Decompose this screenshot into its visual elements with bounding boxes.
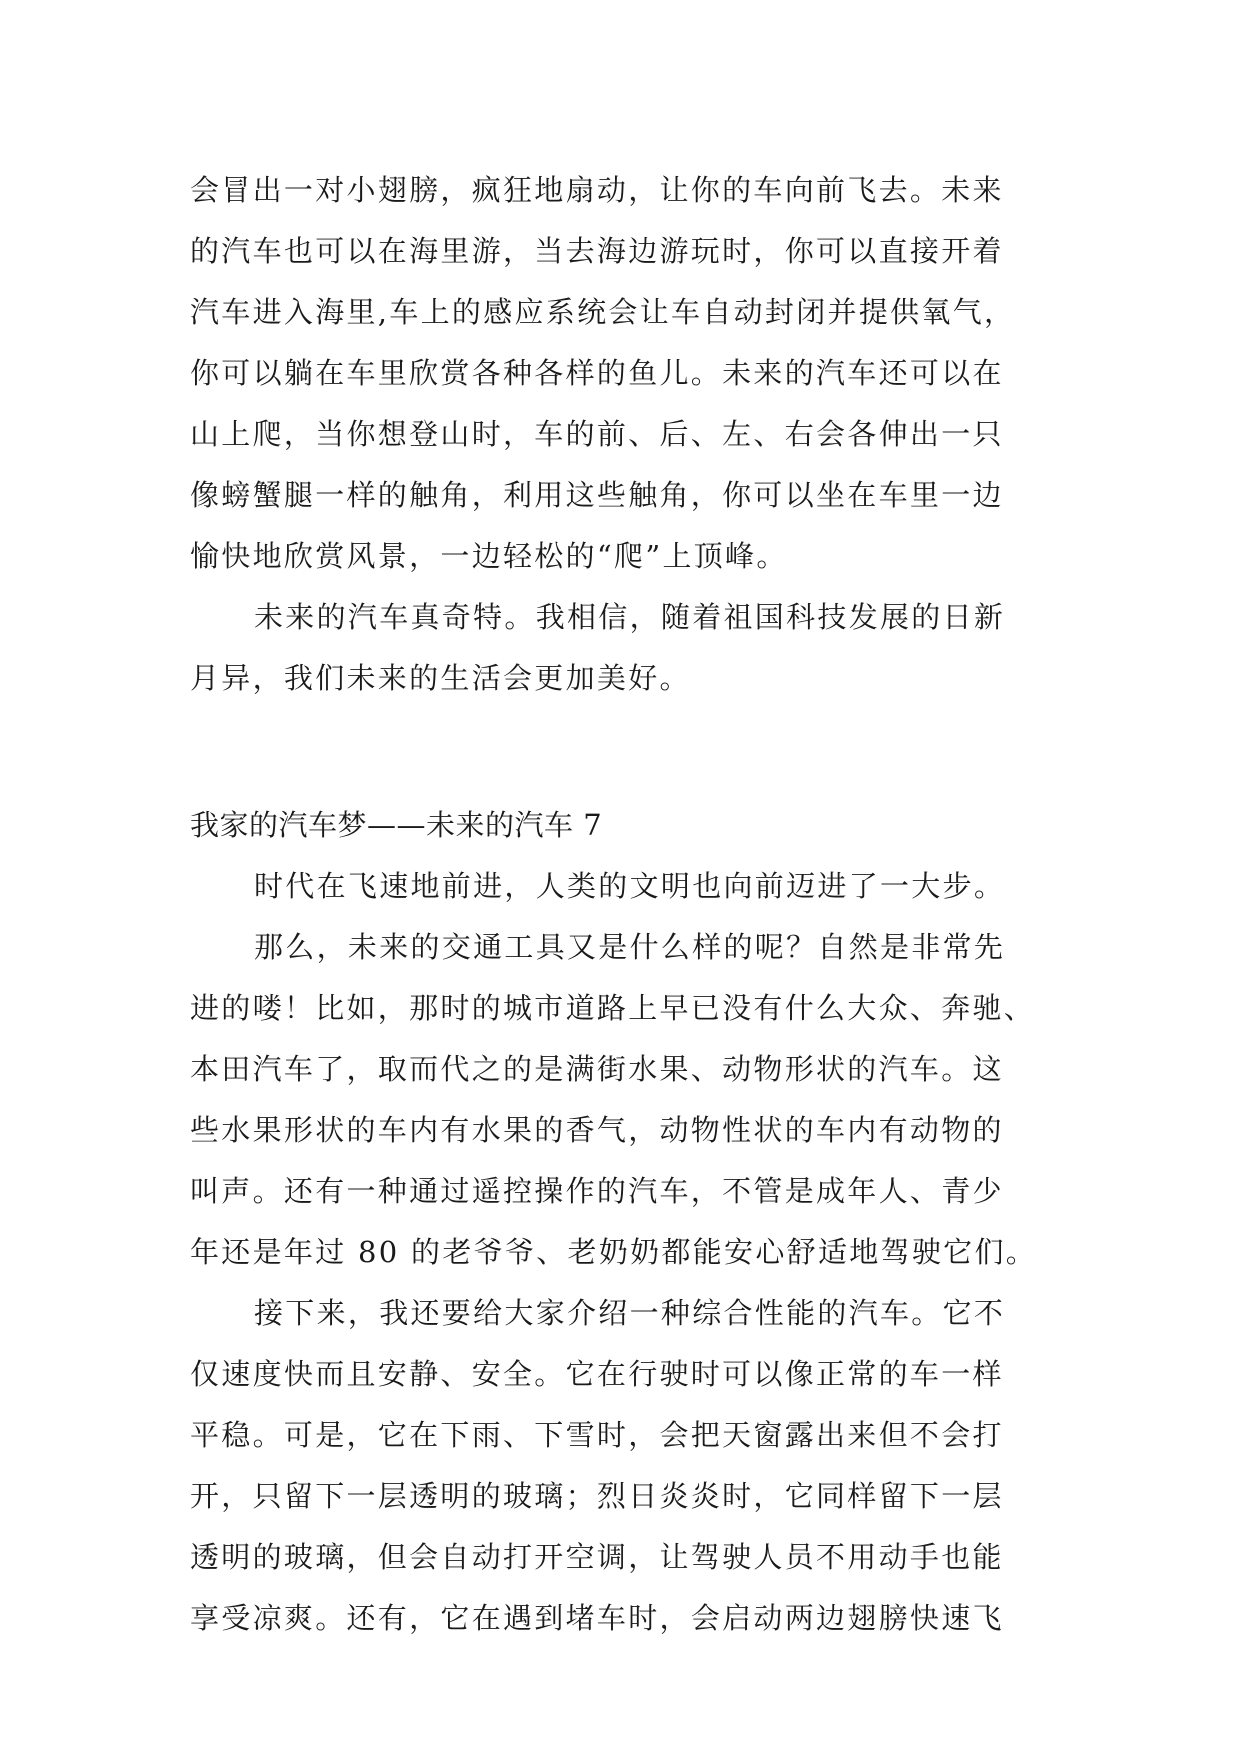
text-line: 透明的玻璃，但会自动打开空调，让驾驶人员不用动手也能 — [190, 1540, 1004, 1574]
text-line: 平稳。可是，它在下雨、下雪时，会把天窗露出来但不会打 — [190, 1418, 1004, 1452]
text-line: 像螃蟹腿一样的触角，利用这些触角，你可以坐在车里一边 — [190, 478, 1004, 512]
text-line: 会冒出一对小翅膀，疯狂地扇动，让你的车向前飞去。未来 — [190, 173, 1004, 207]
text-line: 月异，我们未来的生活会更加美好。 — [190, 661, 691, 695]
document-body — [190, 160, 1090, 1649]
text-line: 愉快地欣赏风景，一边轻松的“爬”上顶峰。 — [190, 539, 788, 573]
text-line: 那么，未来的交通工具又是什么样的呢？自然是非常先 — [254, 930, 1006, 964]
text-line: 山上爬，当你想登山时，车的前、后、左、右会各伸出一只 — [190, 417, 1004, 451]
text-line: 年还是年过 80 的老爷爷、老奶奶都能安心舒适地驾驶它们。 — [190, 1235, 1038, 1269]
paragraph-closing — [190, 587, 1090, 709]
section-gap — [190, 709, 1090, 795]
paragraph-future-car-abilities — [190, 160, 1090, 587]
text-line: 汽车进入海里,车上的感应系统会让车自动封闭并提供氧气， — [190, 295, 1016, 329]
text-line: 你可以躺在车里欣赏各种各样的鱼儿。未来的汽车还可以在 — [190, 356, 1004, 390]
text-line: 些水果形状的车内有水果的香气，动物性状的车内有动物的 — [190, 1113, 1004, 1147]
text-line: 未来的汽车真奇特。我相信，随着祖国科技发展的日新 — [254, 600, 1006, 634]
paragraph-intro — [190, 856, 1090, 917]
text-line: 本田汽车了，取而代之的是满街水果、动物形状的汽车。这 — [190, 1052, 1004, 1086]
text-line: 仅速度快而且安静、安全。它在行驶时可以像正常的车一样 — [190, 1357, 1004, 1391]
paragraph-multi-function-car — [190, 1283, 1090, 1649]
text-line: 开，只留下一层透明的玻璃；烈日炎炎时，它同样留下一层 — [190, 1479, 1004, 1513]
essay-title: 我家的汽车梦——未来的汽车 7 — [190, 808, 603, 842]
text-line: 进的喽！比如，那时的城市道路上早已没有什么大众、奔驰、 — [190, 991, 1036, 1025]
text-line: 时代在飞速地前进，人类的文明也向前迈进了一大步。 — [254, 869, 1006, 903]
text-line: 享受凉爽。还有，它在遇到堵车时，会启动两边翅膀快速飞 — [190, 1601, 1004, 1635]
paragraph-transport — [190, 917, 1090, 1283]
text-line: 叫声。还有一种通过遥控操作的汽车，不管是成年人、青少 — [190, 1174, 1004, 1208]
text-line: 接下来，我还要给大家介绍一种综合性能的汽车。它不 — [254, 1296, 1006, 1330]
text-line: 的汽车也可以在海里游，当去海边游玩时，你可以直接开着 — [190, 234, 1004, 268]
